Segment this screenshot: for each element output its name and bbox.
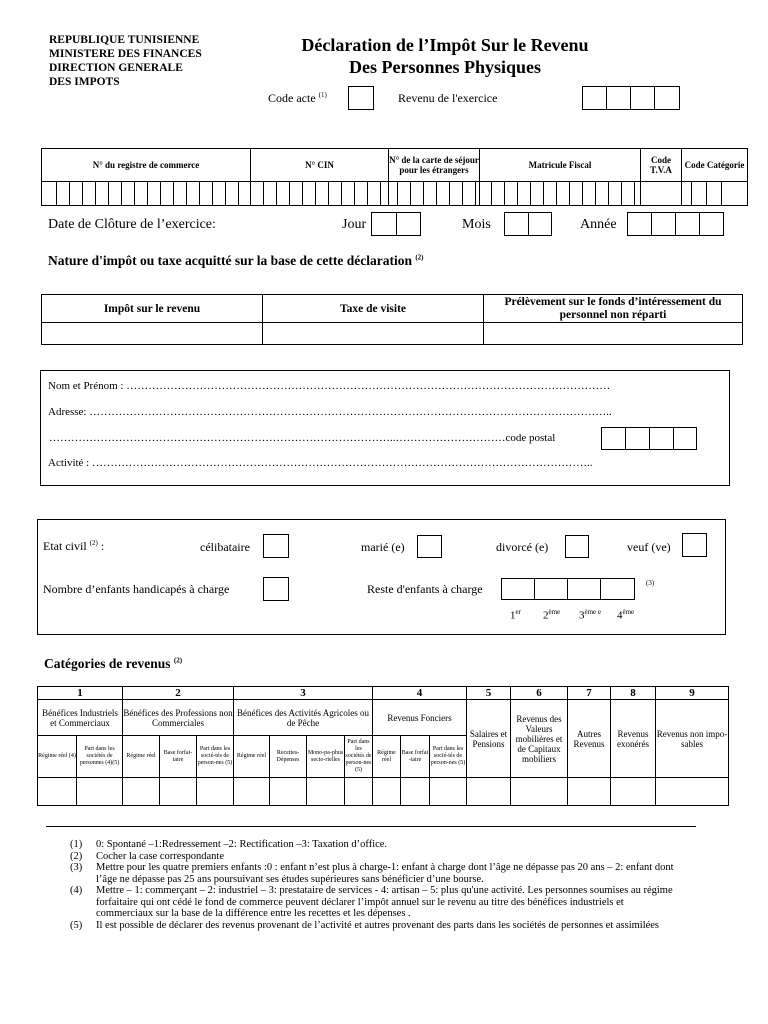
sub-bap-reel: Régime réel [234, 736, 270, 778]
footnotes [70, 839, 680, 931]
sub-fonc-reel: Régime réel [373, 736, 401, 778]
cat-num-9: 9 [656, 687, 729, 700]
categories-table [37, 686, 729, 806]
title-line1: Déclaration de l’Impôt Sur le Revenu [301, 35, 589, 55]
footnote-3: (3) Mettre pour les quatre premiers enfants :0 : enfant n’est plus à charge-1: enfant à charge dont l’âge ne dépasse pas 20 ans – 2: enfant dont l’âge ne dépasse pas 25 ans poursuivant ses études supérieures sans bénéficier d’une bourse. [70, 862, 674, 885]
registre-header: N° du registre de commerce [42, 149, 251, 182]
mois-label: Mois [462, 217, 491, 232]
footnote-2: (2) Cocher la case correspondante [70, 850, 224, 862]
celibataire-label: célibataire [200, 540, 250, 554]
cat-bap-header: Bénéfices des Activités Agricoles ou de Pêche [234, 700, 373, 736]
nom-prenom-field[interactable]: Nom et Prénom : …………………………………………………………………………………………………………………… [48, 380, 611, 392]
input-cell[interactable] [77, 778, 123, 806]
cat-fonciers-header: Revenus Fonciers [373, 700, 467, 736]
sub-bic-part: Part dans les sociétés de personnes (4)(5) [77, 736, 123, 778]
cloture-label: Date de Clôture de l’exercice: [48, 217, 216, 232]
input-cell[interactable] [511, 778, 568, 806]
cat-exoneres-header: Revenus exonérés [611, 700, 656, 778]
cat-num-6: 6 [511, 687, 568, 700]
input-cell[interactable] [197, 778, 234, 806]
carte-dividers [397, 182, 477, 206]
cat-num-8: 8 [611, 687, 656, 700]
matricule-dividers [491, 182, 639, 206]
enfants-handicapes-label: Nombre d’enfants handicapés à charge [43, 582, 230, 596]
form-title [250, 34, 640, 78]
input-cell[interactable] [160, 778, 197, 806]
veuf-checkbox[interactable] [682, 533, 707, 557]
adresse-line2-field[interactable]: …………………………………………………………………………………..…………………………code postal [49, 432, 556, 444]
adresse-field[interactable]: Adresse: …………………………………………………………………………………………………………………………….. [48, 406, 612, 418]
input-cell[interactable] [568, 778, 611, 806]
footnote-4: (4) Mettre – 1: commerçant – 2: industriel – 3: prestataire de services - 4: artisan – 5: plus qu'une activité. Les personnes soumises au régime forfaitaire qui ont cédé le fond de commerce peuvent déclarer l’impôt annuel sur le revenu au titre des bénéfices industriels et commerciaux sur la base de la différence entre les recettes et les dépenses . [70, 885, 673, 919]
cat-num-4: 4 [373, 687, 467, 700]
cat-non-imposables-header: Revenus non impo-sables [656, 700, 729, 778]
cin-header: N° CIN [251, 149, 389, 182]
reste-note: (3) [646, 579, 655, 587]
footnote-1: (1) 0: Spontané –1:Redressement –2: Rectification –3: Taxation d’office. [70, 839, 388, 850]
sub-bap-part: Part dans les sociétés de person-nes (5) [345, 736, 373, 778]
sub-bnc-reel: Régime réel [123, 736, 160, 778]
ordinal-2: 2ème [543, 608, 561, 622]
cat-num-7: 7 [568, 687, 611, 700]
input-cell[interactable] [467, 778, 511, 806]
code-tva-header: Code T.V.A [641, 149, 682, 182]
cin-dividers [263, 182, 387, 206]
registre-dividers [56, 182, 248, 206]
marie-checkbox[interactable] [417, 535, 442, 558]
code-categorie-header: Code Catégorie [682, 149, 748, 182]
sub-bap-mono: Mono-pa-phus secto-rielles [307, 736, 345, 778]
sub-bnc-forfait: Base forfai-taire [160, 736, 197, 778]
input-cell[interactable] [611, 778, 656, 806]
taxe-visite-header: Taxe de visite [263, 295, 484, 323]
footnote-5: (5) Il est possible de déclarer des revenus provenant de l’activité et autres provenant des parts dans les sociétés de personnes et assimilées [70, 919, 660, 931]
divorce-checkbox[interactable] [565, 535, 589, 558]
categories-title: Catégories de revenus $^{(2)}$ [44, 656, 183, 671]
cat-bnc-header: Bénéfices des Professions non Commerciales [123, 700, 234, 736]
enfant-ordinals: 1er [510, 608, 521, 622]
sub-bic-reel: Régime réel (4) [38, 736, 77, 778]
code-postal-cells[interactable] [602, 427, 699, 450]
reste-enfants-cells[interactable] [502, 578, 636, 600]
input-cell[interactable] [401, 778, 430, 806]
input-cell[interactable] [656, 778, 729, 806]
enfants-handicapes-box[interactable] [263, 577, 289, 601]
ordinal-4: 4ème [617, 608, 635, 622]
footnote-separator [46, 826, 696, 827]
revenu-exercice-year-cells[interactable] [583, 86, 683, 110]
matricule-header: Matricule Fiscal [480, 149, 641, 182]
code-acte-note: (1) [318, 91, 327, 99]
impot-revenu-header: Impôt sur le revenu [42, 295, 263, 323]
nature-title: Nature d'impôt ou taxe acquitté sur la base de cette déclaration $^{(2)}$ [48, 253, 424, 268]
prelevement-cell[interactable] [484, 323, 743, 345]
annee-cells[interactable] [628, 212, 726, 236]
cat-salaires-header: Salaires et Pensions [467, 700, 511, 778]
activite-field[interactable]: Activité : ……………………………………………………………………………………………………………………….. [48, 457, 593, 469]
cat-bic-header: Bénéfices Industriels et Commerciaux [38, 700, 123, 736]
reste-enfants-label: Reste d'enfants à charge [367, 582, 483, 596]
ordinal-3: $3^{ème e}$ [579, 608, 602, 622]
republic-text: REPUBLIQUE TUNISIENNE [49, 34, 200, 46]
cat-rvcm-header: Revenus des Valeurs mobilières et de Capitaux mobiliers [511, 700, 568, 778]
impot-revenu-cell[interactable] [42, 323, 263, 345]
jour-cells[interactable] [372, 212, 422, 236]
input-cell[interactable] [373, 778, 401, 806]
input-cell[interactable] [123, 778, 160, 806]
annee-label: Année [580, 217, 617, 232]
cat-num-1: 1 [38, 687, 123, 700]
etat-civil-label: Etat civil $^{(2)}$ : [43, 539, 105, 553]
input-cell[interactable] [234, 778, 270, 806]
etat-civil-note: (2) [89, 539, 98, 547]
direction-text: DIRECTION GENERALE [49, 62, 183, 74]
ministry-header [49, 33, 202, 89]
mois-cells[interactable] [505, 212, 553, 236]
nature-note: (2) [415, 253, 424, 262]
categorie-dividers [691, 182, 736, 206]
taxe-visite-cell[interactable] [263, 323, 484, 345]
cat-autres-header: Autres Revenus [568, 700, 611, 778]
cat-num-5: 5 [467, 687, 511, 700]
nature-table [41, 294, 743, 345]
prelevement-header: Prélèvement sur le fonds d’intéressement du personnel non réparti [484, 295, 743, 323]
categories-note: (2) [173, 656, 183, 665]
taxes-text: DES IMPOTS [49, 76, 120, 88]
carte-sejour-header: N° de la carte de séjour pour les étrangers [389, 149, 480, 182]
sub-fonc-forfait: Base forfai -taire [401, 736, 430, 778]
revenu-exercice-label: Revenu de l'exercice [398, 91, 498, 105]
marie-label: marié (e) [361, 540, 405, 554]
title-line2: Des Personnes Physiques [348, 57, 541, 77]
jour-label: Jour [342, 217, 367, 232]
veuf-label: veuf (ve) [627, 540, 671, 554]
input-cell[interactable] [430, 778, 467, 806]
input-cell[interactable] [345, 778, 373, 806]
sub-fonc-part: Part dans les socié-tés de person-nes (5) [430, 736, 467, 778]
code-tva-cell[interactable] [641, 182, 682, 206]
input-cell[interactable] [38, 778, 77, 806]
code-acte-label: Code acte $^{(1)}$ [268, 91, 327, 105]
sub-bnc-part: Part dans les socié-tés de person-nes (5) [197, 736, 234, 778]
sub-bap-recettes: Recettes-Dépenses [270, 736, 307, 778]
cat-num-2: 2 [123, 687, 234, 700]
input-cell[interactable] [270, 778, 307, 806]
celibataire-checkbox[interactable] [263, 534, 289, 558]
cat-num-3: 3 [234, 687, 373, 700]
divorce-label: divorcé (e) [496, 540, 549, 554]
code-acte-box[interactable] [348, 86, 374, 110]
ministry-text: MINISTERE DES FINANCES [49, 48, 202, 60]
input-cell[interactable] [307, 778, 345, 806]
